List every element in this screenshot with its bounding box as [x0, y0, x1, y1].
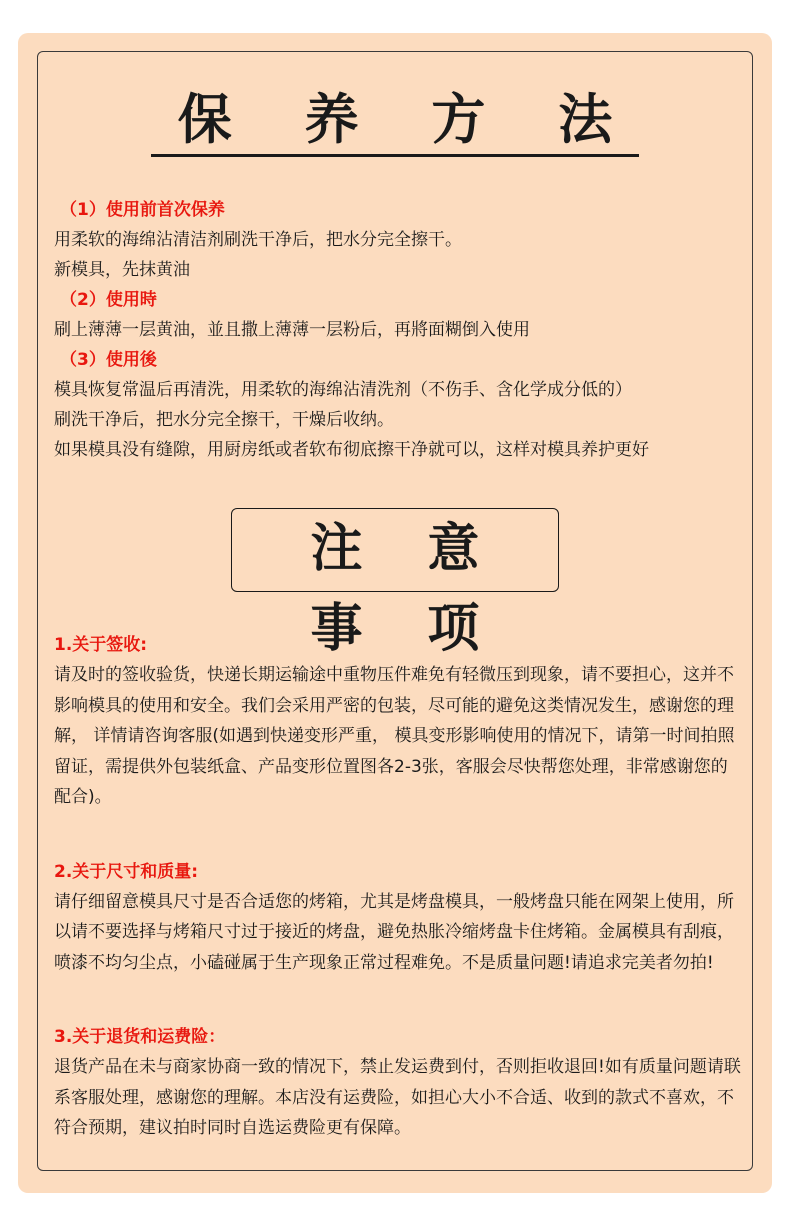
maintenance-title: [0, 88, 790, 157]
notice-title: 注 意 事 项: [231, 508, 559, 592]
notice-heading-size-quality: 2.关于尺寸和质量:: [54, 861, 199, 882]
maintenance-line: （2）使用時: [60, 290, 157, 310]
notice-heading-signing: 1.关于签收:: [54, 635, 148, 655]
maintenance-line: 如果模具没有缝隙，用厨房纸或者软布彻底擦干净就可以，这样对模具养护更好: [54, 440, 649, 460]
notice-body-size-quality: 请仔细留意模具尺寸是否合适您的烤箱，尤其是烤盘模具，一般烤盘只能在网架上使用，所以请不要选择与烤箱尺寸过于接近的烤盘，避免热胀冷缩烤盘卡住烤箱。金属模具有刮痕，喷漆不均匀尘点，小磕碰属于生产现象正常过程难免。不是质量问题!请追求完美者勿拍!: [54, 891, 734, 973]
maintenance-line: （1）使用前首次保养: [60, 200, 225, 220]
maintenance-line: 新模具，先抹黄油: [54, 260, 190, 280]
maintenance-section: [54, 195, 754, 465]
notice-body-returns: 退货产品在未与商家协商一致的情况下，禁止发运费到付，否则拒收退回!如有质量问题请联系客服处理，感谢您的理解。本店没有运费险，如担心大小不合适、收到的款式不喜欢，不符合预期，建议拍时同时自选运费险更有保障。: [54, 1057, 741, 1138]
notice-body-signing: 请及时的签收验货，快递长期运输途中重物压件难免有轻微压到现象，请不要担心，这并不影响模具的使用和安全。我们会采用严密的包装，尽可能的避免这类情况发生，感谢您的理解， 详情请咨询客服(如遇到快递变形严重， 模具变形影响使用的情况下，请第一时间拍照留证，需提供外包装纸盒、产品变形位置图各2-3张，客服会尽快帮您处理，非常感谢您的配合)。: [54, 665, 735, 807]
notice-heading-returns: 3.关于退货和运费险：: [54, 1027, 226, 1047]
maintenance-title-text: 保 养 方 法: [151, 88, 639, 157]
notice-section: [54, 630, 744, 1144]
maintenance-line: 刷洗干净后，把水分完全擦干，干燥后收纳。: [54, 410, 394, 430]
maintenance-line: 用柔软的海绵沾清洁剂刷洗干净后，把水分完全擦干。: [54, 230, 462, 250]
maintenance-line: 刷上薄薄一层黄油，並且撒上薄薄一层粉后，再將面糊倒入使用: [54, 320, 530, 340]
maintenance-line: （3）使用後: [60, 350, 157, 370]
maintenance-line: 模具恢复常温后再清洗，用柔软的海绵沾清洗剂（不伤手、含化学成分低的）: [54, 380, 632, 400]
